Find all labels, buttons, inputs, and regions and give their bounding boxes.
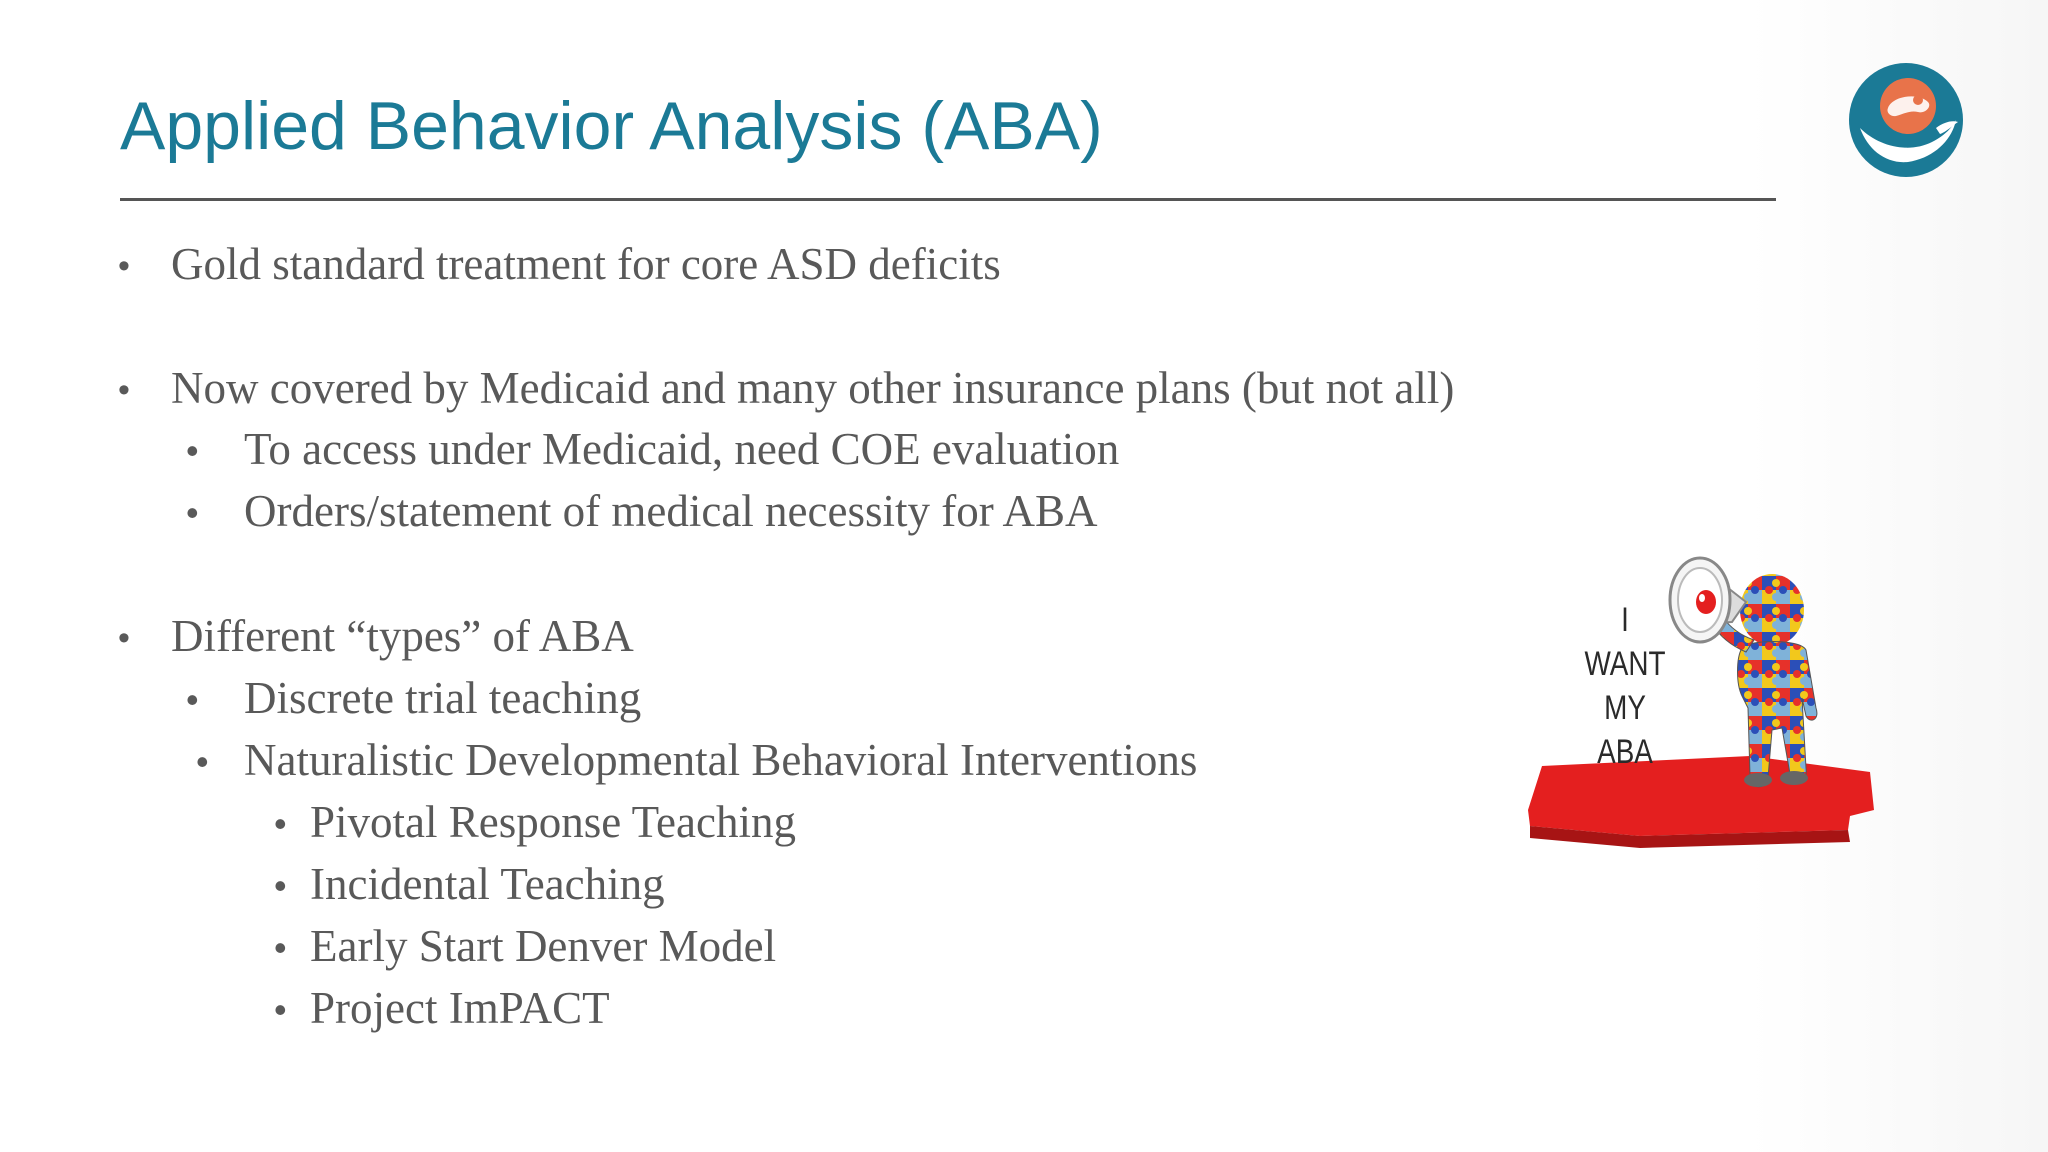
caption-line: WANT <box>1584 645 1666 683</box>
bullet-marker: • <box>274 803 287 844</box>
bullet-item: Different “types” of ABA <box>171 611 634 661</box>
illustration-caption <box>1572 598 1679 774</box>
bullet-item: Orders/statement of medical necessity for ABA <box>244 486 1098 536</box>
bullet-marker: • <box>118 619 130 657</box>
slide-title: Applied Behavior Analysis (ABA) <box>120 88 1103 164</box>
caption-line: ABA <box>1597 733 1653 771</box>
bullet-item: Early Start Denver Model <box>310 921 777 971</box>
bullet-item: Incidental Teaching <box>310 859 665 909</box>
bullet-item: Pivotal Response Teaching <box>310 797 796 847</box>
bullet-item: Discrete trial teaching <box>244 673 642 723</box>
bullet-marker: • <box>186 492 199 533</box>
bullet-marker: • <box>274 865 287 906</box>
bullet-marker: • <box>118 371 130 409</box>
bullet-item: Gold standard treatment for core ASD deficits <box>171 239 1001 289</box>
organization-logo-icon <box>1848 62 1964 178</box>
bullet-marker: • <box>274 989 287 1030</box>
bullet-item: Naturalistic Developmental Behavioral Interventions <box>244 735 1198 785</box>
bullet-item: Now covered by Medicaid and many other insurance plans (but not all) <box>171 363 1455 413</box>
bullet-item: To access under Medicaid, need COE evaluation <box>244 424 1120 474</box>
bullet-marker: • <box>186 679 199 720</box>
bullet-item: Project ImPACT <box>310 983 610 1033</box>
caption-line: I <box>1621 601 1629 639</box>
caption-line: MY <box>1604 689 1646 727</box>
puzzle-figure-megaphone-icon <box>1510 548 1890 858</box>
bullet-marker: • <box>274 927 287 968</box>
bullet-marker: • <box>186 430 199 471</box>
bullet-marker: • <box>118 247 130 285</box>
bullet-marker: • <box>196 741 209 782</box>
